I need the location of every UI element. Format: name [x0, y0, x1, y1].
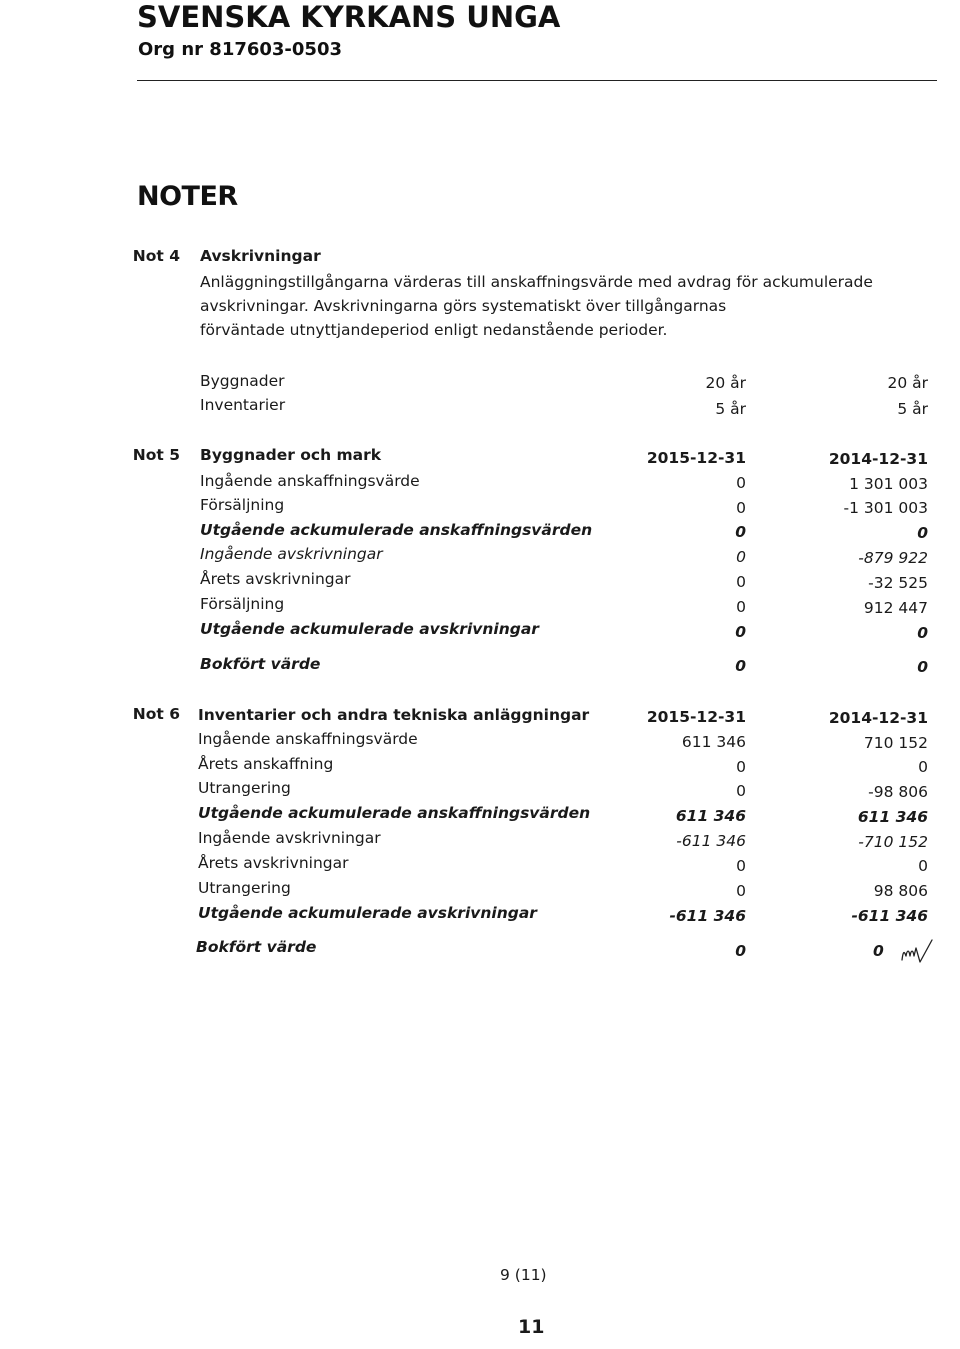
note5-row-v2: 0 [917, 524, 928, 542]
note5-row-v2: 1 301 003 [849, 475, 928, 493]
note5-row-v1: 0 [735, 523, 746, 541]
note6-row-v2: -611 346 [851, 907, 928, 925]
note6-row-label: Utrangering [198, 779, 291, 797]
note4-row-v1: 20 år [705, 374, 746, 392]
note6-col1-header: 2015-12-31 [646, 708, 746, 726]
note5-book-value-v2: 0 [917, 658, 928, 676]
note4-text-line-1: Anläggningstillgångarna värderas till anskaffningsvärde med avdrag för ackumulerade [200, 273, 873, 291]
note4-row-label: Inventarier [200, 396, 286, 414]
note6-row-v1: 0 [736, 857, 746, 875]
note4-row-v1: 5 år [715, 400, 746, 418]
note6-row-label: Utgående ackumulerade avskrivningar [198, 904, 537, 922]
note6-row-v2: -710 152 [858, 833, 928, 851]
note6-row-v2: 710 152 [863, 734, 928, 752]
note6-row-v2: 0 [918, 758, 928, 776]
note6-number: Not 6 [132, 705, 180, 723]
note6-row-v2: 0 [918, 857, 928, 875]
note6-row-v1: 0 [736, 758, 746, 776]
note5-row-label: Årets avskrivningar [200, 570, 351, 588]
organization-number: Org nr 817603-0503 [138, 39, 343, 60]
note4-row-v2: 20 år [887, 374, 928, 392]
note6-col2-header: 2014-12-31 [828, 709, 928, 727]
note5-row-label: Ingående avskrivningar [200, 545, 383, 563]
note5-row-v1: 0 [736, 573, 746, 591]
note4-text-line-2: avskrivningar. Avskrivningarna görs systematiskt över tillgångarnas [200, 297, 727, 315]
note6-row-v2: -98 806 [868, 783, 928, 801]
note5-row-label: Utgående ackumulerade avskrivningar [200, 620, 539, 638]
note5-title: Byggnader och mark [200, 446, 382, 464]
note5-col1-header: 2015-12-31 [646, 449, 746, 467]
note5-col2-header: 2014-12-31 [828, 450, 928, 468]
note6-row-v1: 611 346 [675, 807, 746, 825]
note5-row-v2: -32 525 [868, 574, 928, 592]
note5-row-label: Ingående anskaffningsvärde [200, 472, 420, 490]
note5-row-v2: -879 922 [858, 549, 928, 567]
note5-row-label: Försäljning [200, 595, 285, 613]
note5-book-value-label: Bokfört värde [200, 655, 321, 673]
note6-row-label: Utgående ackumulerade anskaffningsvärden [198, 804, 591, 822]
note5-book-value-v1: 0 [735, 657, 746, 675]
note5-row-label: Försäljning [200, 496, 285, 514]
page-number: 11 [518, 1316, 545, 1338]
note6-title: Inventarier och andra tekniska anläggningar [198, 706, 590, 724]
note4-text-line-3: förväntade utnyttjandeperiod enligt nedanstående perioder. [200, 321, 668, 339]
note5-row-label: Utgående ackumulerade anskaffningsvärden [200, 521, 593, 539]
note6-book-value-label: Bokfört värde [196, 938, 317, 956]
note5-row-v1: 0 [736, 548, 746, 566]
note4-row-label: Byggnader [200, 372, 285, 390]
note5-row-v2: 0 [917, 624, 928, 642]
note5-number: Not 5 [132, 446, 180, 464]
note6-row-label: Ingående anskaffningsvärde [198, 730, 418, 748]
note5-row-v1: 0 [736, 474, 746, 492]
section-title: NOTER [137, 181, 238, 212]
note5-row-v1: 0 [735, 623, 746, 641]
note4-number: Not 4 [132, 247, 180, 265]
note6-row-v2: 611 346 [857, 808, 928, 826]
note5-row-v1: 0 [736, 598, 746, 616]
note4-title: Avskrivningar [200, 247, 321, 265]
note5-row-v2: -1 301 003 [843, 499, 928, 517]
note6-row-label: Årets avskrivningar [198, 854, 349, 872]
page-indicator: 9 (11) [500, 1266, 547, 1284]
note4-row-v2: 5 år [897, 400, 928, 418]
note6-row-v2: 98 806 [873, 882, 928, 900]
note6-row-label: Ingående avskrivningar [198, 829, 381, 847]
note6-row-label: Årets anskaffning [198, 755, 334, 773]
note6-row-v1: -611 346 [669, 907, 746, 925]
note6-row-v1: 611 346 [681, 733, 746, 751]
note5-row-v1: 0 [736, 499, 746, 517]
note6-row-v1: 0 [736, 882, 746, 900]
note5-row-v2: 912 447 [863, 599, 928, 617]
header-divider [137, 80, 937, 81]
note6-book-value-v1: 0 [735, 942, 746, 960]
note6-row-label: Utrangering [198, 879, 291, 897]
note6-book-value-v2: 0 [873, 942, 884, 960]
handwritten-initials [900, 938, 936, 968]
organization-name: SVENSKA KYRKANS UNGA [137, 0, 561, 34]
note6-row-v1: -611 346 [676, 832, 746, 850]
note6-row-v1: 0 [736, 782, 746, 800]
